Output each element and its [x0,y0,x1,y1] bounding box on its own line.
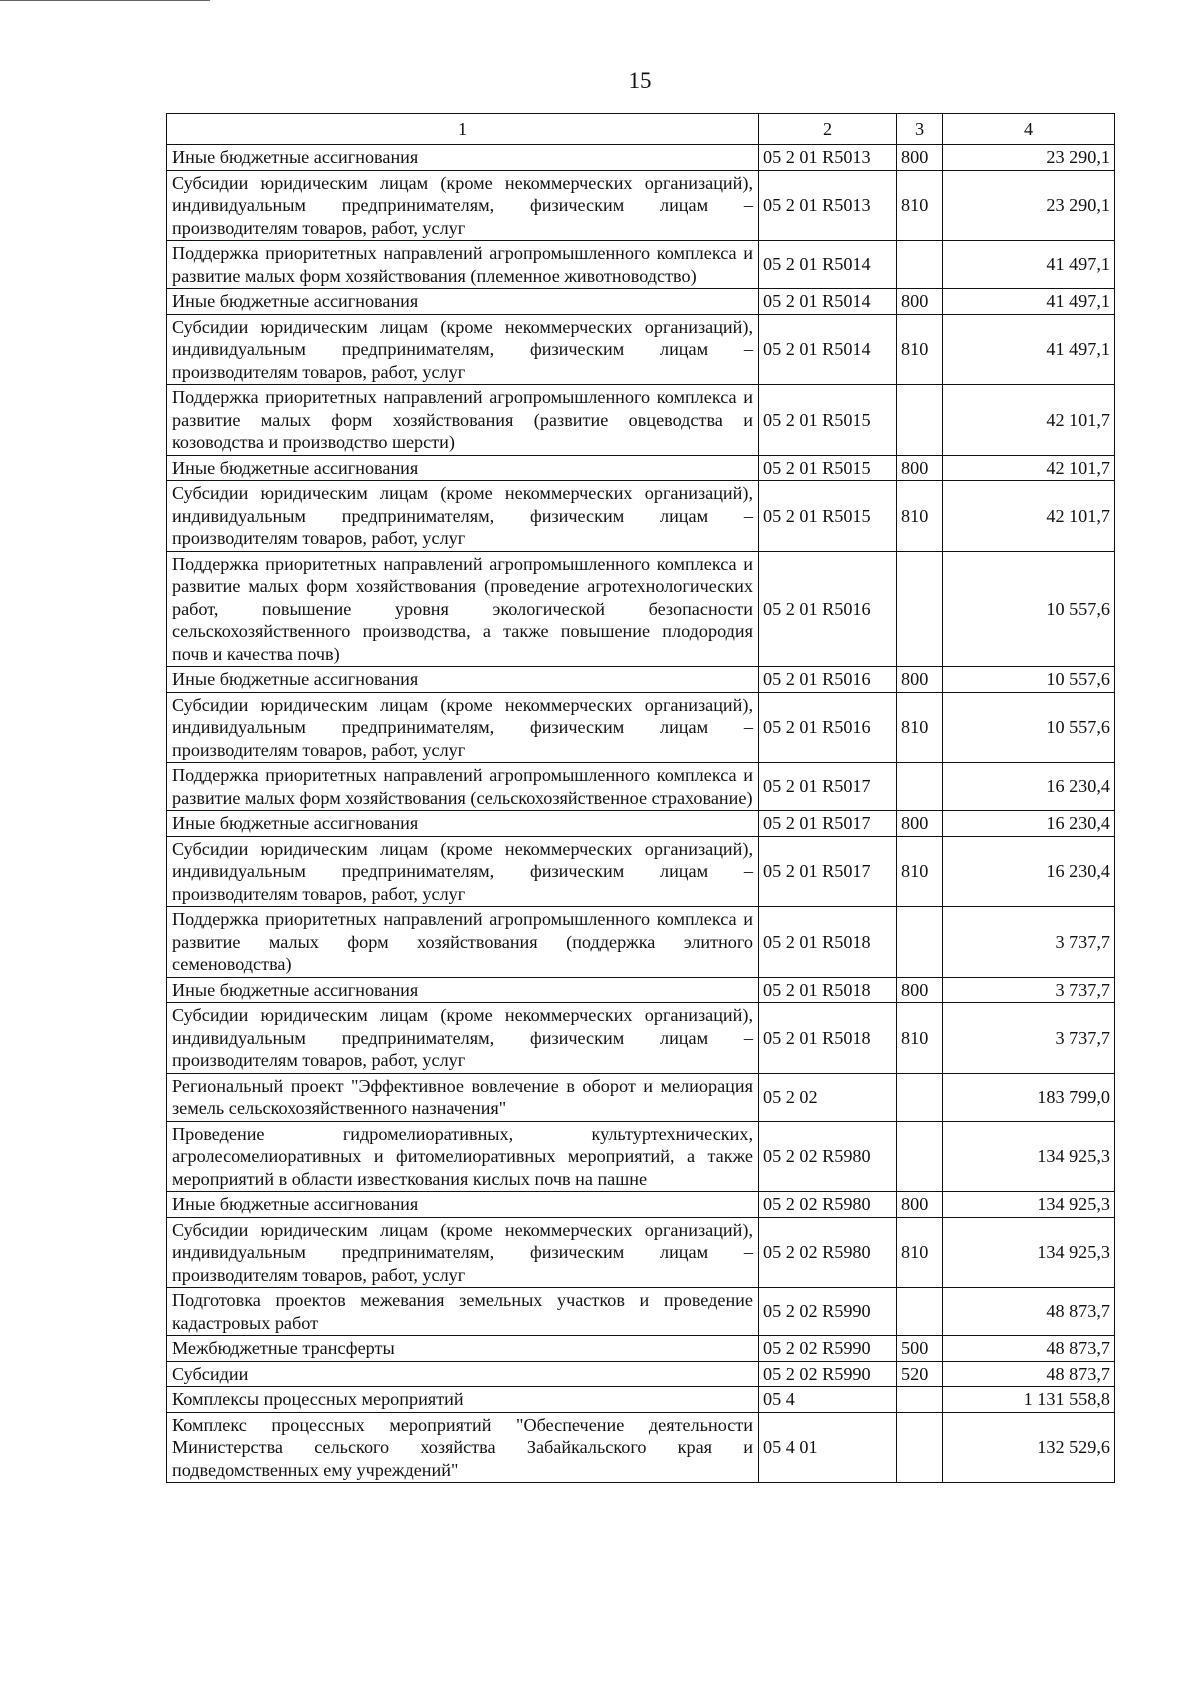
row-sum-cell: 134 925,3 [943,1121,1115,1192]
table-row [167,1387,1115,1413]
row-expense-type-cell [897,241,943,289]
header-col-1: 1 [167,114,759,145]
row-code-cell: 05 2 02 R5990 [759,1336,897,1362]
row-code-cell: 05 2 01 R5015 [759,385,897,456]
table-row [167,977,1115,1003]
row-sum-cell: 42 101,7 [943,385,1115,456]
row-expense-type-cell: 810 [897,170,943,241]
row-expense-type-cell: 810 [897,836,943,907]
row-expense-type-cell [897,1387,943,1413]
row-expense-type-cell [897,1288,943,1336]
row-name-cell: Субсидии юридическим лицам (кроме некоммерческих организаций), индивидуальным предпринимателям, физическим лицам – производителям товаров, работ, услуг [167,1217,759,1288]
row-code-cell: 05 2 01 R5014 [759,314,897,385]
header-col-2: 2 [759,114,897,145]
table-row [167,1192,1115,1218]
row-name-cell: Иные бюджетные ассигнования [167,289,759,315]
row-name-cell: Субсидии юридическим лицам (кроме некоммерческих организаций), индивидуальным предпринимателям, физическим лицам – производителям товаров, работ, услуг [167,170,759,241]
row-sum-cell: 16 230,4 [943,836,1115,907]
table-row [167,1361,1115,1387]
row-expense-type-cell: 800 [897,455,943,481]
row-sum-cell: 10 557,6 [943,692,1115,763]
row-code-cell: 05 2 01 R5013 [759,170,897,241]
row-name-cell: Комплексы процессных мероприятий [167,1387,759,1413]
row-name-cell: Субсидии юридическим лицам (кроме некоммерческих организаций), индивидуальным предпринимателям, физическим лицам – производителям товаров, работ, услуг [167,836,759,907]
table-row [167,667,1115,693]
table-body [167,145,1115,1483]
table-row [167,1412,1115,1483]
table-row [167,836,1115,907]
scan-edge-line [0,0,210,1]
row-name-cell: Поддержка приоритетных направлений агропромышленного комплекса и развитие малых форм хозяйствования (племенное животноводство) [167,241,759,289]
row-name-cell: Поддержка приоритетных направлений агропромышленного комплекса и развитие малых форм хозяйствования (проведение агротехнологических работ, повышение уровня экологической безопасности сельскохозяйственного производства, а также повышение плодородия почв и качества почв) [167,551,759,667]
table-row [167,241,1115,289]
row-name-cell: Межбюджетные трансферты [167,1336,759,1362]
row-code-cell: 05 2 01 R5017 [759,836,897,907]
table-header-row [167,114,1115,145]
table-row [167,692,1115,763]
row-sum-cell: 42 101,7 [943,455,1115,481]
row-name-cell: Субсидии юридическим лицам (кроме некоммерческих организаций), индивидуальным предпринимателям, физическим лицам – производителям товаров, работ, услуг [167,692,759,763]
row-expense-type-cell: 800 [897,811,943,837]
row-sum-cell: 10 557,6 [943,551,1115,667]
row-code-cell: 05 2 02 R5990 [759,1361,897,1387]
table-row [167,385,1115,456]
row-name-cell: Поддержка приоритетных направлений агропромышленного комплекса и развитие малых форм хозяйствования (развитие овцеводства и козоводства и производство шерсти) [167,385,759,456]
row-code-cell: 05 2 02 R5980 [759,1192,897,1218]
row-code-cell: 05 2 01 R5015 [759,455,897,481]
table-row [167,455,1115,481]
row-code-cell: 05 2 01 R5016 [759,692,897,763]
table-row [167,1288,1115,1336]
row-name-cell: Иные бюджетные ассигнования [167,811,759,837]
table-row [167,1121,1115,1192]
row-code-cell: 05 4 [759,1387,897,1413]
row-expense-type-cell [897,1073,943,1121]
row-name-cell: Субсидии юридическим лицам (кроме некоммерческих организаций), индивидуальным предпринимателям, физическим лицам – производителям товаров, работ, услуг [167,1003,759,1074]
row-name-cell: Субсидии юридическим лицам (кроме некоммерческих организаций), индивидуальным предпринимателям, физическим лицам – производителям товаров, работ, услуг [167,481,759,552]
row-sum-cell: 48 873,7 [943,1336,1115,1362]
row-expense-type-cell [897,551,943,667]
row-name-cell: Комплекс процессных мероприятий "Обеспечение деятельности Министерства сельского хозяйства Забайкальского края и подведомственных ему учреждений" [167,1412,759,1483]
table-row [167,1217,1115,1288]
row-sum-cell: 23 290,1 [943,145,1115,171]
table-row [167,1003,1115,1074]
budget-table [166,113,1115,1483]
row-code-cell: 05 2 01 R5016 [759,551,897,667]
table-row [167,811,1115,837]
row-name-cell: Субсидии юридическим лицам (кроме некоммерческих организаций), индивидуальным предпринимателям, физическим лицам – производителям товаров, работ, услуг [167,314,759,385]
row-sum-cell: 132 529,6 [943,1412,1115,1483]
row-sum-cell: 3 737,7 [943,1003,1115,1074]
table-row [167,551,1115,667]
row-expense-type-cell: 810 [897,314,943,385]
row-code-cell: 05 2 01 R5013 [759,145,897,171]
table-row [167,1336,1115,1362]
row-code-cell: 05 2 02 R5980 [759,1217,897,1288]
row-code-cell: 05 2 01 R5014 [759,289,897,315]
row-name-cell: Подготовка проектов межевания земельных участков и проведение кадастровых работ [167,1288,759,1336]
row-code-cell: 05 2 01 R5015 [759,481,897,552]
row-expense-type-cell: 800 [897,667,943,693]
row-sum-cell: 134 925,3 [943,1192,1115,1218]
row-code-cell: 05 2 01 R5014 [759,241,897,289]
row-expense-type-cell: 800 [897,145,943,171]
row-sum-cell: 48 873,7 [943,1288,1115,1336]
row-sum-cell: 16 230,4 [943,811,1115,837]
row-sum-cell: 1 131 558,8 [943,1387,1115,1413]
table-row [167,1073,1115,1121]
row-sum-cell: 10 557,6 [943,667,1115,693]
row-name-cell: Иные бюджетные ассигнования [167,667,759,693]
row-expense-type-cell: 520 [897,1361,943,1387]
table-row [167,481,1115,552]
row-name-cell: Иные бюджетные ассигнования [167,1192,759,1218]
row-sum-cell: 42 101,7 [943,481,1115,552]
row-expense-type-cell: 810 [897,1003,943,1074]
row-sum-cell: 3 737,7 [943,907,1115,978]
row-code-cell: 05 2 01 R5017 [759,763,897,811]
table-row [167,170,1115,241]
table-row [167,145,1115,171]
row-name-cell: Проведение гидромелиоративных, культуртехнических, агролесомелиоративных и фитомелиоративных мероприятий, а также мероприятий в области известкования кислых почв на пашне [167,1121,759,1192]
row-expense-type-cell: 800 [897,1192,943,1218]
row-code-cell: 05 4 01 [759,1412,897,1483]
header-col-3: 3 [897,114,943,145]
row-expense-type-cell: 810 [897,1217,943,1288]
row-code-cell: 05 2 02 R5990 [759,1288,897,1336]
row-name-cell: Субсидии [167,1361,759,1387]
row-sum-cell: 3 737,7 [943,977,1115,1003]
table-row [167,907,1115,978]
row-name-cell: Региональный проект "Эффективное вовлечение в оборот и мелиорация земель сельскохозяйственного назначения" [167,1073,759,1121]
row-name-cell: Поддержка приоритетных направлений агропромышленного комплекса и развитие малых форм хозяйствования (сельскохозяйственное страхование) [167,763,759,811]
row-expense-type-cell: 810 [897,692,943,763]
row-sum-cell: 41 497,1 [943,289,1115,315]
row-code-cell: 05 2 01 R5016 [759,667,897,693]
row-code-cell: 05 2 01 R5018 [759,1003,897,1074]
row-sum-cell: 183 799,0 [943,1073,1115,1121]
row-expense-type-cell: 800 [897,289,943,315]
row-expense-type-cell [897,385,943,456]
row-name-cell: Иные бюджетные ассигнования [167,977,759,1003]
row-code-cell: 05 2 02 [759,1073,897,1121]
row-name-cell: Иные бюджетные ассигнования [167,145,759,171]
row-sum-cell: 41 497,1 [943,241,1115,289]
row-sum-cell: 134 925,3 [943,1217,1115,1288]
table-row [167,314,1115,385]
page-number: 15 [628,68,652,93]
row-code-cell: 05 2 01 R5017 [759,811,897,837]
row-code-cell: 05 2 01 R5018 [759,907,897,978]
row-expense-type-cell [897,907,943,978]
row-sum-cell: 23 290,1 [943,170,1115,241]
header-col-4: 4 [943,114,1115,145]
row-name-cell: Поддержка приоритетных направлений агропромышленного комплекса и развитие малых форм хозяйствования (поддержка элитного семеноводства) [167,907,759,978]
row-sum-cell: 48 873,7 [943,1361,1115,1387]
row-expense-type-cell: 800 [897,977,943,1003]
row-code-cell: 05 2 02 R5980 [759,1121,897,1192]
row-expense-type-cell [897,1412,943,1483]
row-name-cell: Иные бюджетные ассигнования [167,455,759,481]
row-code-cell: 05 2 01 R5018 [759,977,897,1003]
row-expense-type-cell [897,1121,943,1192]
table-row [167,763,1115,811]
row-expense-type-cell [897,763,943,811]
row-sum-cell: 16 230,4 [943,763,1115,811]
row-sum-cell: 41 497,1 [943,314,1115,385]
table-row [167,289,1115,315]
row-expense-type-cell: 810 [897,481,943,552]
row-expense-type-cell: 500 [897,1336,943,1362]
